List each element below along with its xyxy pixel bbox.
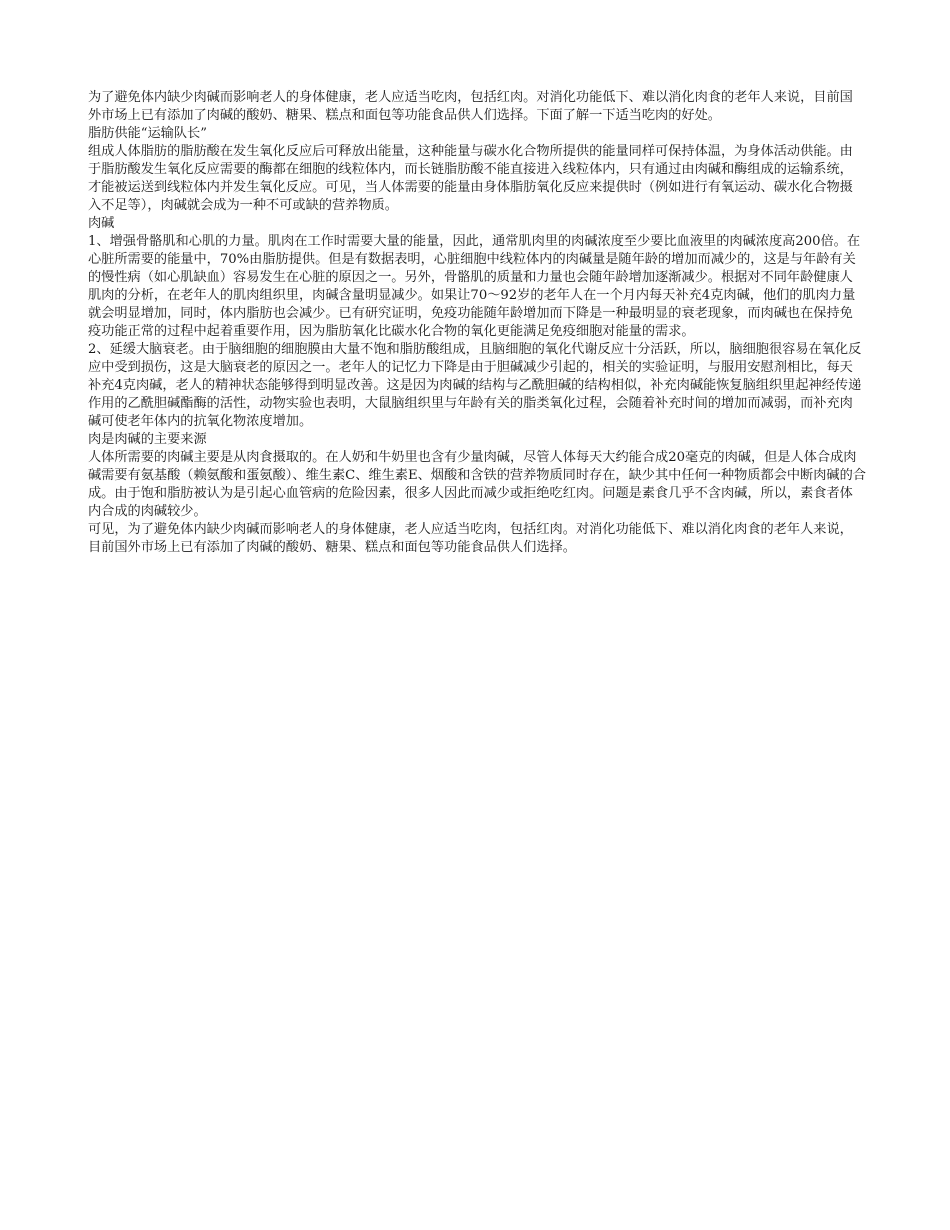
meat-source-paragraph: 人体所需要的肉碱主要是从肉食摄取的。在人奶和牛奶里也含有少量肉碱，尽管人体每天大约能合成20毫克的肉碱，但是人体合成肉碱需要有氨基酸（赖氨酸和蛋氨酸）、维生素C、维生素E、烟酸和含铁的营养物质同时存在，缺少其中任何一种物质都会中断肉碱的合成。由于饱和脂肪被认为是引起心血管病的危险因素，很多人因此而减少或拒绝吃红肉。问题是素食几乎不含肉碱，所以，素食者体内合成的肉碱较少。 (88, 450, 866, 519)
benefit-point-2: 2、延缓大脑衰老。由于脑细胞的细胞膜由大量不饱和脂肪酸组成，且脑细胞的氧化代谢反应十分活跃，所以，脑细胞很容易在氧化反应中受到损伤，这是大脑衰老的原因之一。老年人的记忆力下降是由于胆碱减少引起的，相关的实验证明，与服用安慰剂相比，每天补充4克肉碱，老人的精神状态能够得到明显改善。这是因为肉碱的结构与乙酰胆碱的结构相似，补充肉碱能恢复脑组织里起神经传递作用的乙酰胆碱酯酶的活性，动物实验也表明，大鼠脑组织里与年龄有关的脂类氧化过程，会随着补充时间的增加而减弱，而补充肉碱可使老年体内的抗氧化物浓度增加。 (88, 342, 862, 429)
fat-energy-paragraph: 组成人体脂肪的脂肪酸在发生氧化反应后可释放出能量，这种能量与碳水化合物所提供的能量同样可保持体温，为身体活动供能。由于脂肪酸发生氧化反应需要的酶都在细胞的线粒体内，而长链脂肪酸不能直接进入线粒体内，只有通过由肉碱和酶组成的运输系统，才能被运送到线粒体内并发生氧化反应。可见，当人体需要的能量由身体脂肪氧化反应来提供时（例如进行有氧运动、碳水化合物摄入不足等），肉碱就会成为一种不可或缺的营养物质。 (88, 144, 853, 213)
conclusion-paragraph: 可见，为了避免体内缺少肉碱而影响老人的身体健康，老人应适当吃肉，包括红肉。对消化功能低下、难以消化肉食的老年人来说，目前国外市场上已有添加了肉碱的酸奶、糖果、糕点和面包等功能食品供人们选择。 (88, 522, 853, 555)
benefit-point-1: 1、增强骨骼肌和心肌的力量。肌肉在工作时需要大量的能量，因此，通常肌肉里的肉碱浓度至少要比血液里的肉碱浓度高200倍。在心脏所需要的能量中，70%由脂肪提供。但是有数据表明，心脏细胞中线粒体内的肉碱量是随年龄的增加而减少的，这是与年龄有关的慢性病（如心肌缺血）容易发生在心脏的原因之一。另外，骨骼肌的质量和力量也会随年龄增加逐渐减少。根据对不同年龄健康人肌肉的分析，在老年人的肌肉组织里，肉碱含量明显减少。如果让70～92岁的老年人在一个月内每天补充4克肉碱，他们的肌肉力量就会明显增加，同时，体内脂肪也会减少。已有研究证明，免疫功能随年龄增加而下降是一种最明显的衰老现象，而肉碱也在保持免疫功能正常的过程中起着重要作用，因为脂肪氧化比碳水化合物的氧化更能满足免疫细胞对能量的需求。 (88, 234, 861, 339)
section-heading-meat-source: 肉是肉碱的主要来源 (88, 432, 207, 447)
section-heading-carnitine: 肉碱 (88, 216, 115, 231)
intro-paragraph: 为了避免体内缺少肉碱而影响老人的身体健康，老人应适当吃肉，包括红肉。对消化功能低下、难以消化肉食的老年人来说，目前国外市场上已有添加了肉碱的酸奶、糖果、糕点和面包等功能食品供人们选择。下面了解一下适当吃肉的好处。 (88, 90, 853, 123)
section-heading-fat-energy: 脂肪供能“运输队长” (88, 126, 207, 141)
article-body (88, 89, 866, 557)
